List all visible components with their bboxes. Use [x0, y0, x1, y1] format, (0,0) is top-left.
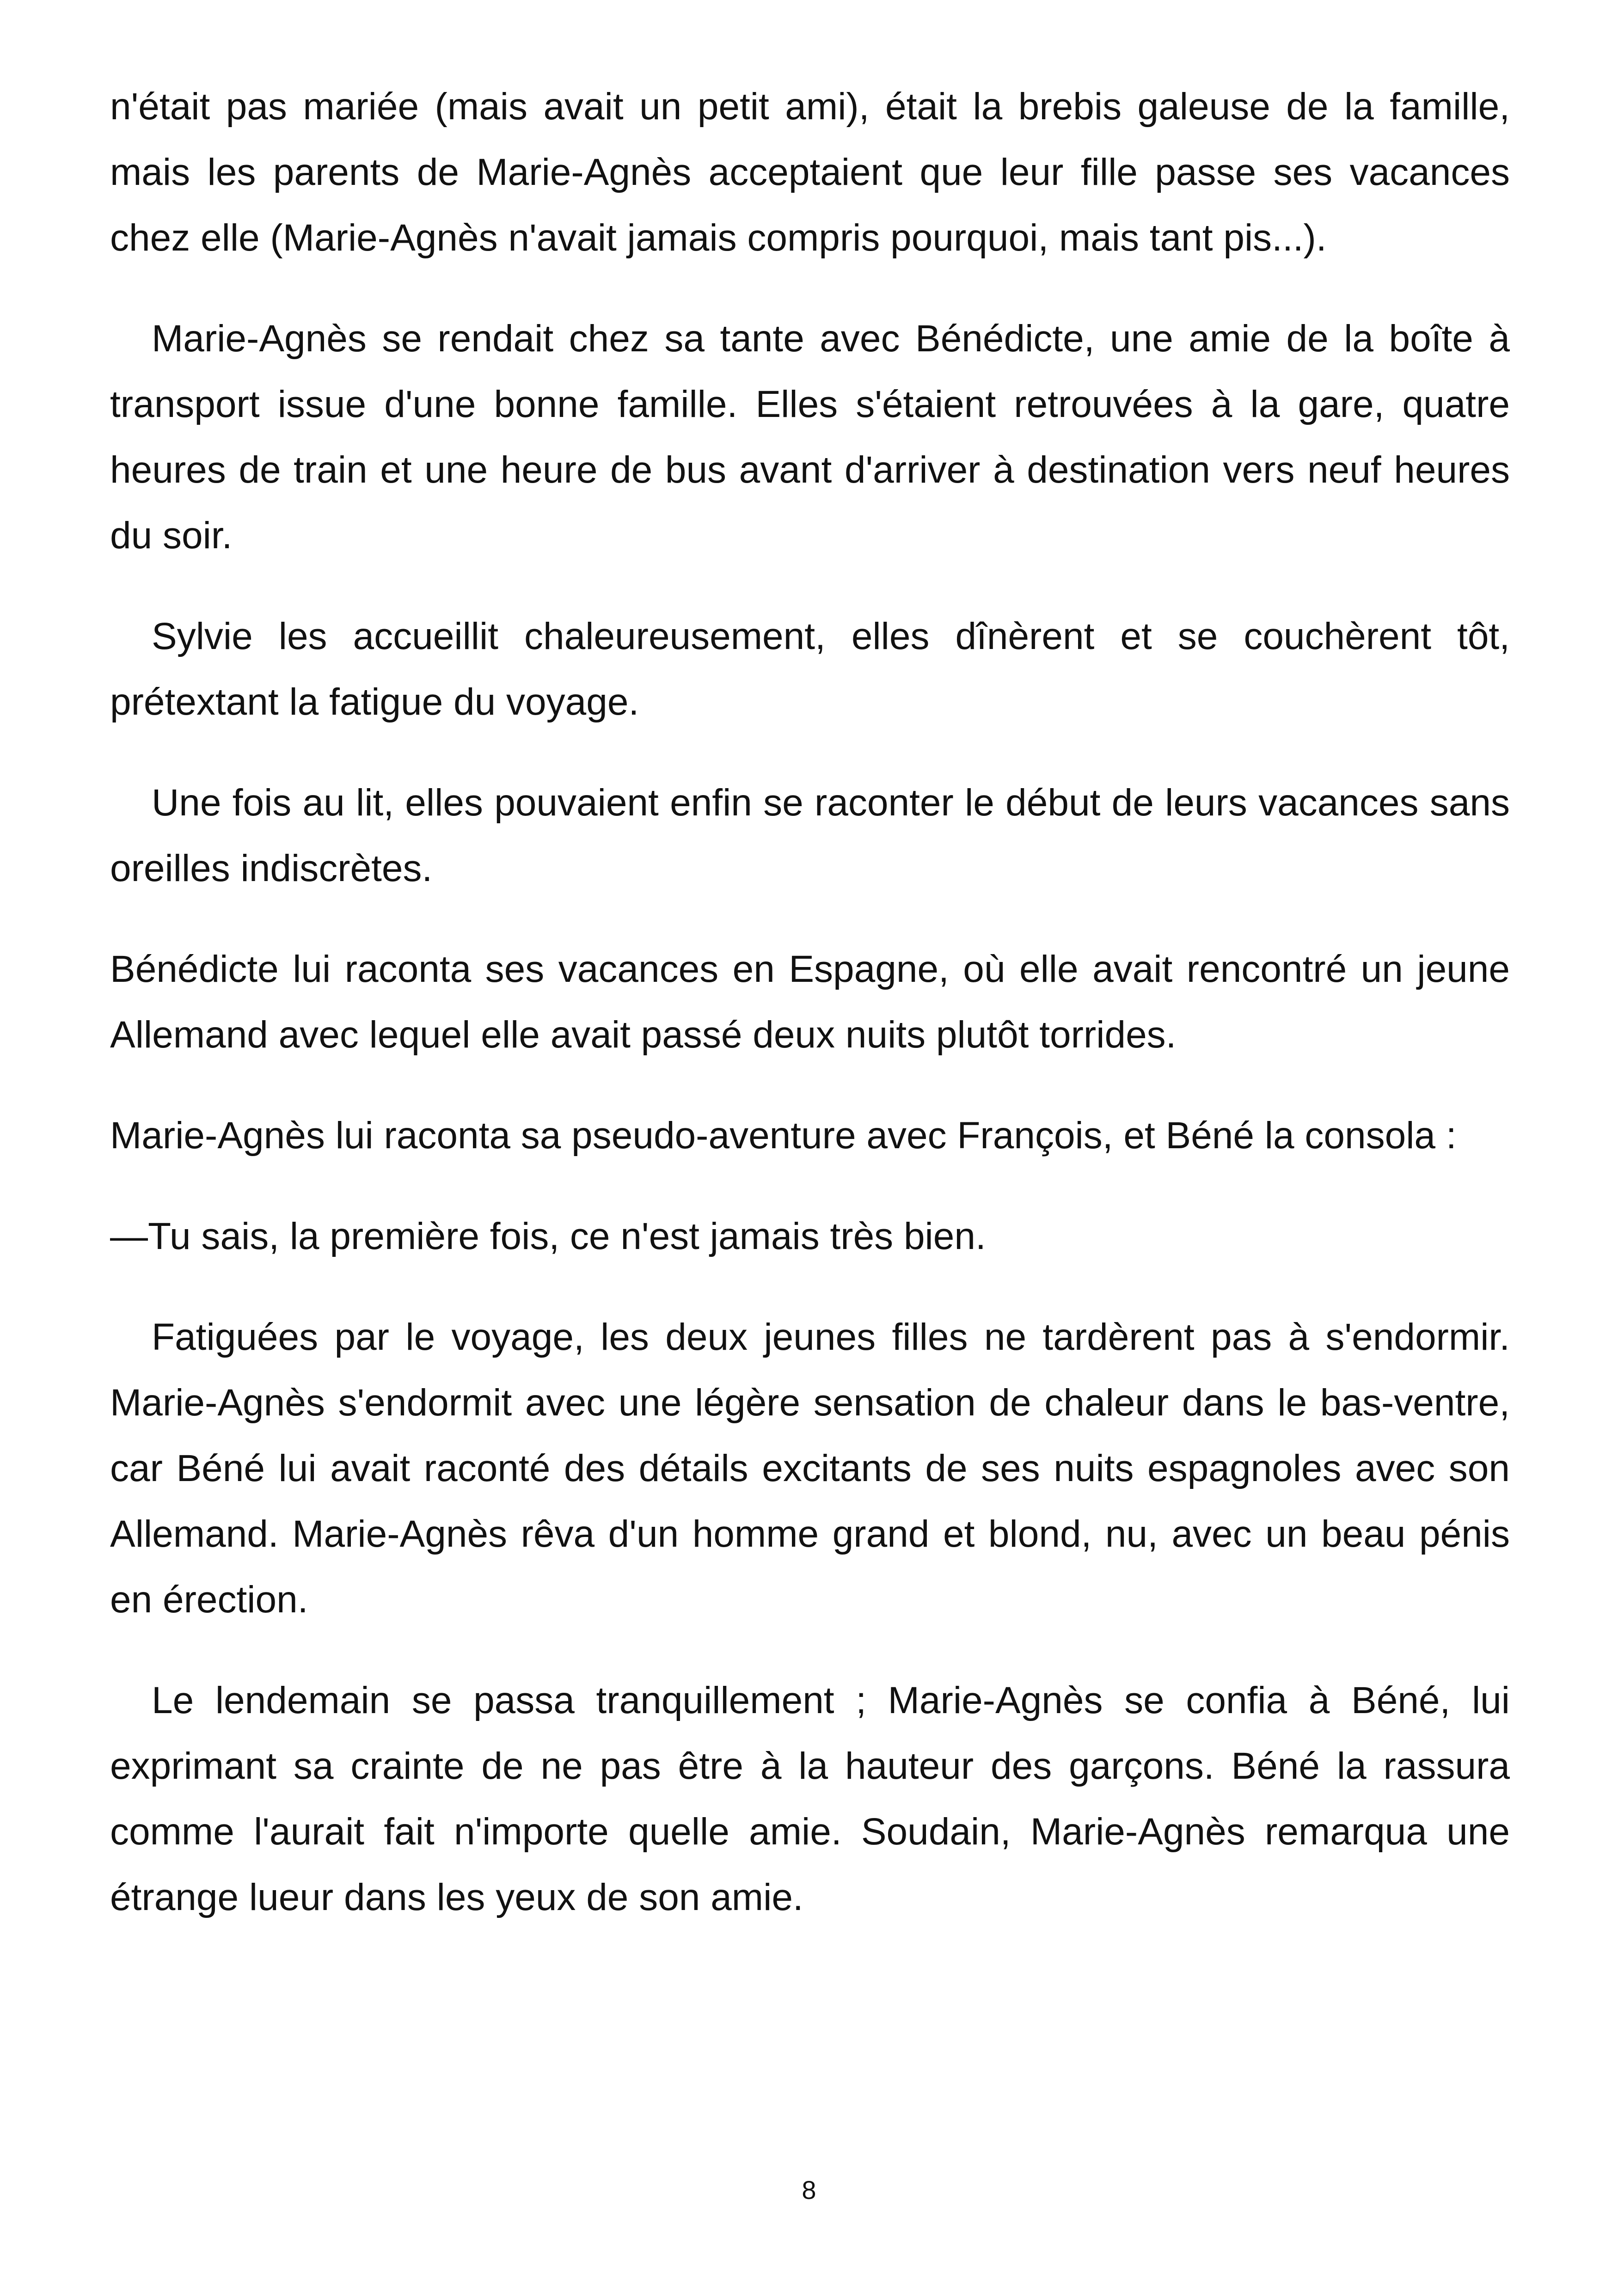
paragraph-6: Marie-Agnès lui raconta sa pseudo-aventure avec François, et Béné la consola : [110, 1114, 1457, 1157]
body-text [110, 74, 1510, 1965]
paragraph-2: Marie-Agnès se rendait chez sa tante avec Bénédicte, une amie de la boîte à transport issue d'une bonne famille. Elles s'étaient retrouvées à la gare, quatre heures de train et une heure de bus avant d'arriver à destination vers neuf heures du soir. [110, 318, 1510, 557]
paragraph-8: Fatiguées par le voyage, les deux jeunes filles ne tardèrent pas à s'endormir. Marie-Agnès s'endormit avec une légère sensation de chaleur dans le bas-ventre, car Béné lui avait raconté des détails excitants de ses nuits espagnoles avec son Allemand. Marie-Agnès rêva d'un homme grand et blond, nu, avec un beau pénis en érection. [110, 1316, 1510, 1621]
dialogue-line: —Tu sais, la première fois, ce n'est jamais très bien. [110, 1215, 986, 1257]
paragraph-1: n'était pas mariée (mais avait un petit ami), était la brebis galeuse de la famille, mais les parents de Marie-Agnès acceptaient que leur fille passe ses vacances chez elle (Marie-Agnès n'avait jamais compris pourquoi, mais tant pis...). [110, 86, 1510, 259]
paragraph-3: Sylvie les accueillit chaleureusement, elles dînèrent et se couchèrent tôt, prétextant la fatigue du voyage. [110, 615, 1510, 723]
paragraph-9: Le lendemain se passa tranquillement ; Marie-Agnès se confia à Béné, lui exprimant sa crainte de ne pas être à la hauteur des garçons. Béné la rassura comme l'aurait fait n'importe quelle amie. Soudain, Marie-Agnès remarqua une étrange lueur dans les yeux de son amie. [110, 1679, 1510, 1918]
paragraph-5: Bénédicte lui raconta ses vacances en Espagne, où elle avait rencontré un jeune Allemand avec lequel elle avait passé deux nuits plutôt torrides. [110, 948, 1510, 1056]
paragraph-4: Une fois au lit, elles pouvaient enfin se raconter le début de leurs vacances sans oreilles indiscrètes. [110, 782, 1510, 889]
page-number: 8 [802, 2175, 816, 2204]
